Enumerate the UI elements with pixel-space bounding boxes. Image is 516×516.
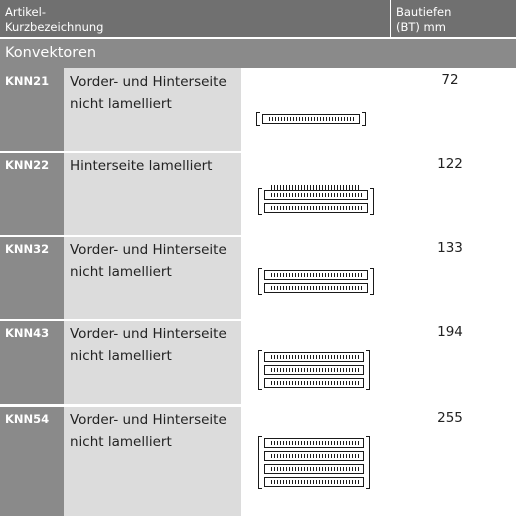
convector-diagram-icon <box>256 114 366 124</box>
bracket-right <box>370 188 374 215</box>
article-code: KNN32 <box>0 236 64 320</box>
convector-plate <box>264 451 364 461</box>
bracket-left <box>258 436 262 489</box>
bracket-left <box>258 268 262 295</box>
article-description <box>64 320 241 404</box>
convector-plate <box>264 190 368 200</box>
row-separator <box>0 151 516 153</box>
depth-value: 72 <box>441 72 459 88</box>
description-line2: nicht lamelliert <box>70 434 172 450</box>
bracket-right <box>366 350 370 390</box>
convector-plate <box>264 203 368 213</box>
row-separator <box>0 319 516 321</box>
description-line1: Vorder- und Hinterseite <box>70 412 227 428</box>
row-separator <box>0 235 516 237</box>
article-code: KNN54 <box>0 406 64 516</box>
article-code: KNN22 <box>0 152 64 236</box>
convector-plate <box>264 378 364 388</box>
article-description <box>64 406 241 516</box>
bracket-left <box>258 350 262 390</box>
description-line2: nicht lamelliert <box>70 96 172 112</box>
convector-diagram-icon <box>258 270 374 293</box>
article-description <box>64 68 241 152</box>
bracket-left <box>258 188 262 215</box>
convector-plate <box>264 438 364 448</box>
description-line1: Vorder- und Hinterseite <box>70 326 227 342</box>
header-article-line1: Artikel- <box>5 5 46 19</box>
depth-value: 194 <box>437 324 463 340</box>
convector-plate <box>262 114 360 124</box>
article-code: KNN21 <box>0 68 64 152</box>
convector-plate <box>264 283 368 293</box>
bracket-left <box>256 112 260 126</box>
convector-diagram-icon <box>258 190 374 213</box>
depth-value: 122 <box>437 156 463 172</box>
description-line1: Vorder- und Hinterseite <box>70 242 227 258</box>
header-depth <box>391 0 516 37</box>
convector-plate <box>264 464 364 474</box>
section-title: Konvektoren <box>0 39 516 68</box>
convector-plate <box>264 477 364 487</box>
article-description <box>64 236 241 320</box>
header-depth-line1: Bautiefen <box>396 5 452 19</box>
description-line1: Vorder- und Hinterseite <box>70 74 227 90</box>
header-article-line2: Kurzbezeichnung <box>5 20 104 34</box>
description-line2: nicht lamelliert <box>70 264 172 280</box>
convector-plate <box>264 352 364 362</box>
convector-plate <box>264 365 364 375</box>
header-article <box>0 0 390 37</box>
convector-plate <box>264 270 368 280</box>
convector-diagram-icon <box>258 438 370 487</box>
article-description <box>64 152 241 236</box>
description-line2: nicht lamelliert <box>70 348 172 364</box>
bracket-right <box>366 436 370 489</box>
bracket-right <box>370 268 374 295</box>
depth-value: 133 <box>437 240 463 256</box>
article-code: KNN43 <box>0 320 64 404</box>
depth-value: 255 <box>437 410 463 426</box>
convector-diagram-icon <box>258 352 370 388</box>
bracket-right <box>362 112 366 126</box>
description-line1: Hinterseite lamelliert <box>70 158 213 174</box>
header-depth-line2: (BT) mm <box>396 20 446 34</box>
row-separator <box>0 405 516 407</box>
